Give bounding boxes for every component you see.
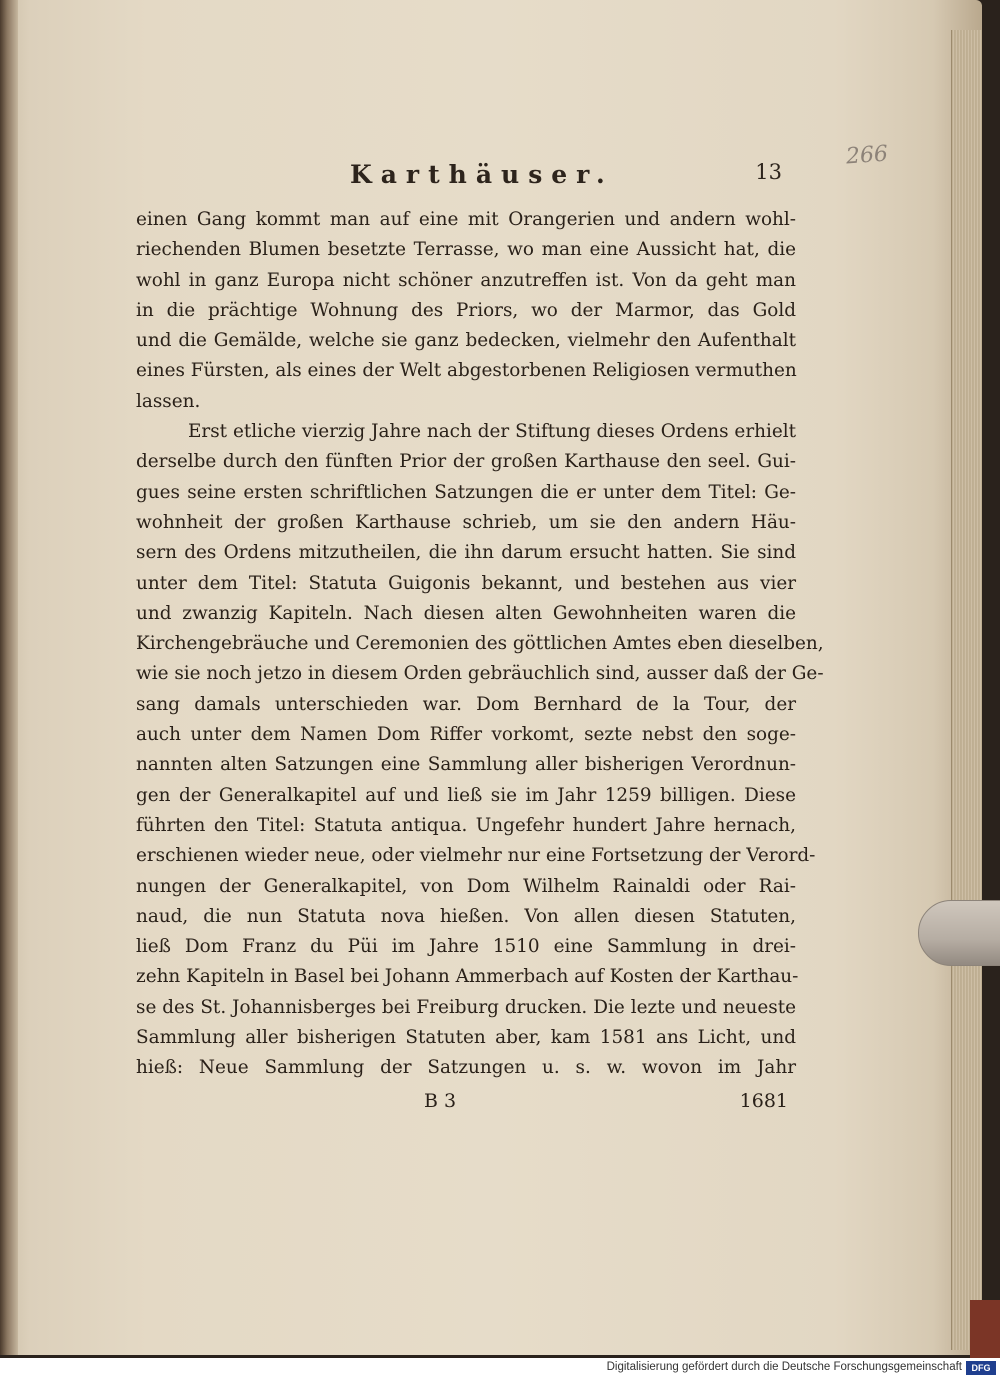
body-text (136, 205, 824, 1084)
text-line: Erst etliche vierzig Jahre nach der Stiftung dieses Ordens erhielt (188, 421, 796, 443)
handwritten-folio-number: 266 (845, 141, 889, 170)
funding-note: Digitalisierung gefördert durch die Deutsche Forschungsgemeinschaft (606, 1361, 962, 1373)
text-line: eines Fürsten, als eines der Welt abgestorbenen Religiosen vermuthen (136, 360, 797, 382)
running-head (150, 160, 790, 190)
text-line: gues seine ersten schriftlichen Satzungen die er unter dem Titel: Ge- (136, 481, 796, 503)
text-line: derselbe durch den fünften Prior der großen Karthause den seel. Gui- (136, 451, 796, 473)
dfg-logo: DFG (966, 1361, 996, 1375)
text-line: hieß: Neue Sammlung der Satzungen u. s. w. wovon im Jahr (136, 1057, 796, 1079)
page-holder-clip (918, 900, 1000, 966)
text-line: lassen. (136, 390, 201, 412)
running-head-title: Karthäuser. (350, 160, 614, 189)
text-line: einen Gang kommt man auf eine mit Orangerien und andern wohl- (136, 209, 796, 230)
text-line: Sammlung aller bisherigen Statuten aber, kam 1581 ans Licht, und (136, 1027, 796, 1049)
page-edges (951, 30, 982, 1350)
text-line: sern des Ordens mitzutheilen, die ihn darum ersucht hatten. Sie sind (136, 542, 796, 564)
text-line: auch unter dem Namen Dom Riffer vorkomt, sezte nebst den soge- (136, 724, 796, 746)
footer-bar (0, 1358, 1000, 1379)
page-number: 13 (755, 160, 782, 184)
text-line: führten den Titel: Statuta antiqua. Ungefehr hundert Jahre hernach, (136, 814, 796, 836)
text-line: Kirchengebräuche und Ceremonien des göttlichen Amtes eben dieselben, (136, 633, 824, 655)
signature-mark: B 3 (424, 1090, 457, 1112)
text-line: wie sie noch jetzo in diesem Orden gebräuchlich sind, ausser daß der Ge- (136, 663, 824, 685)
text-line: gen der Generalkapitel auf und ließ sie im Jahr 1259 billigen. Diese (136, 784, 796, 806)
text-line: wohl in ganz Europa nicht schöner anzutreffen ist. Von da geht man (136, 269, 796, 291)
text-line: und die Gemälde, welche sie ganz bedecken, vielmehr den Aufenthalt (136, 330, 796, 352)
text-line: se des St. Johannisberges bei Freiburg drucken. Die lezte und neueste (136, 996, 796, 1018)
book-binding (0, 0, 18, 1355)
text-line: sang damals unterschieden war. Dom Bernhard de la Tour, der (136, 693, 796, 715)
text-line: wohnheit der großen Karthause schrieb, um sie den andern Häu- (136, 511, 796, 533)
signature-line (136, 1090, 796, 1120)
text-line: naud, die nun Statuta nova hießen. Von allen diesen Statuten, (136, 905, 796, 927)
text-line: erschienen wieder neue, oder vielmehr nur eine Fortsetzung der Verord- (136, 845, 816, 867)
text-line: und zwanzig Kapiteln. Nach diesen alten Gewohnheiten waren die (136, 602, 796, 624)
text-line: unter dem Titel: Statuta Guigonis bekannt, und bestehen aus vier (136, 572, 796, 594)
text-line: in die prächtige Wohnung des Priors, wo der Marmor, das Gold (136, 299, 796, 321)
text-line: ließ Dom Franz du Püi im Jahre 1510 eine Sammlung in drei- (136, 936, 796, 958)
text-line: nannten alten Satzungen eine Sammlung aller bisherigen Verordnun- (136, 754, 796, 776)
red-page-edge (970, 1300, 1000, 1360)
text-line: nungen der Generalkapitel, von Dom Wilhelm Rainaldi oder Rai- (136, 875, 796, 897)
catchword: 1681 (739, 1090, 788, 1112)
text-line: riechenden Blumen besetzte Terrasse, wo man eine Aussicht hat, die (136, 239, 796, 261)
text-line: zehn Kapiteln in Basel bei Johann Ammerbach auf Kosten der Karthau- (136, 966, 799, 988)
